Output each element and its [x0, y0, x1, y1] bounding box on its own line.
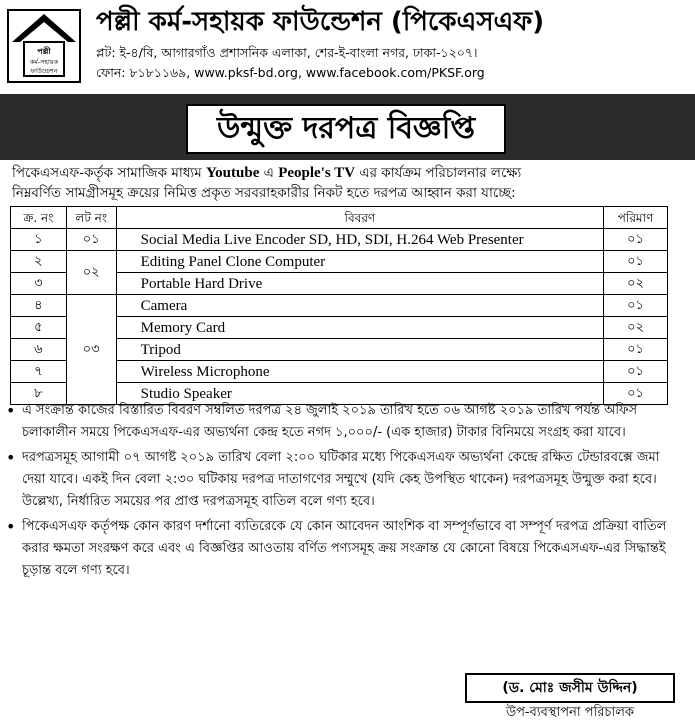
org-contact: ফোন: ৮১৮১১৬৯, www.pksf-bd.org, www.facebook.com/PKSF.org: [96, 65, 485, 80]
signatory-designation: উপ-ব্যবস্থাপনা পরিচালক: [505, 705, 634, 720]
items-table: [10, 206, 668, 405]
cell-quantity: ০২: [604, 273, 668, 295]
term-text: পিকেএসএফ কর্তৃপক্ষ কোন কারণ দর্শানো ব্যতিরেকে যে কোন আবেদন আংশিক বা সম্পূর্ণভাবে বা সম্পূর্ণ দরপত্র প্রক্রিয়া বাতিল করার ক্ষমতা সংরক্ষণ করে এবং এ বিজ্ঞপ্তির আওতায় বর্ণিত পণ্যসমূহ ক্রয় সংক্রান্ত যে কোনো বিষয়ে পিকেএসএফ-এর সিদ্ধান্তই চূড়ান্ত বলে গণ্য হবে।: [22, 519, 667, 578]
cell-description: Studio Speaker: [116, 383, 604, 405]
cell-lot: ০৩: [66, 295, 116, 405]
intro-peoples-tv: People's TV: [278, 165, 356, 181]
cell-description: Portable Hard Drive: [116, 273, 604, 295]
cell-quantity: ০১: [604, 361, 668, 383]
cell-quantity: ০১: [604, 251, 668, 273]
cell-serial: ২: [11, 251, 67, 273]
cell-quantity: ০১: [604, 295, 668, 317]
org-address: প্লট: ই-৪/বি, আগারগাঁও প্রশাসনিক এলাকা, শের-ই-বাংলা নগর, ঢাকা-১২০৭।: [96, 45, 478, 60]
bullet-icon: •: [6, 448, 16, 467]
list-item: [6, 400, 682, 444]
cell-lot: ০১: [66, 229, 116, 251]
bullet-icon: •: [6, 401, 16, 420]
notice-title: উন্মুক্ত দরপত্র বিজ্ঞপ্তি: [186, 104, 506, 154]
term-text: দরপত্রসমূহ আগামী ০৭ আগষ্ট ২০১৯ তারিখ বেলা ২:০০ ঘটিকার মধ্যে পিকেএসএফ অভ্যর্থনা কেন্দ্রে রক্ষিত টেন্ডারবক্সে জমা দেয়া যাবে। একই দিন বেলা ২:৩০ ঘটিকায় দরপত্র দাতাগণের সম্মুখে (যদি কেহ উপস্থিত থাকেন) দরপত্রসমূহ উন্মুক্ত করা হবে। উল্লেখ্য, নির্ধারিত সময়ের পর প্রাপ্ত দরপত্রসমূহ বাতিল বলে গণ্য হবে।: [22, 450, 660, 509]
cell-serial: ৪: [11, 295, 67, 317]
cell-description: Wireless Microphone: [116, 361, 604, 383]
term-text: এ সংক্রান্ত কাজের বিস্তারিত বিবরণ সম্বলিত দরপত্র ২৪ জুলাই ২০১৯ তারিখ হতে ০৬ আগষ্ট ২০১৯ তারিখ পর্যন্ত অফিস চলাকালীন সময়ে পিকেএসএফ-এর অভ্যর্থনা কেন্দ্র হতে নগদ ১,০০০/- (এক হাজার) টাকার বিনিময়ে সংগ্রহ করা যাবে।: [22, 403, 638, 440]
header-description: বিবরণ: [116, 207, 604, 229]
intro-line-2: নিম্নবর্ণিত সামগ্রীসমূহ ক্রয়ের নিমিত্ত প্রকৃত সরবরাহকারীর নিকট হতে দরপত্র আহ্বান করা যাচ্ছে:: [12, 185, 516, 201]
intro-text-e: এর কার্যক্রম পরিচালনার লক্ষ্যে: [355, 165, 522, 181]
cell-quantity: ০১: [604, 229, 668, 251]
intro-paragraph: [12, 163, 688, 203]
header-quantity: পরিমাণ: [604, 207, 668, 229]
cell-serial: ৩: [11, 273, 67, 295]
terms-list: [6, 400, 682, 585]
logo-text-1: পল্লী: [37, 47, 51, 56]
list-item: [6, 447, 682, 513]
org-name: পল্লী কর্ম-সহায়ক ফাউন্ডেশন (পিকেএসএফ): [96, 7, 545, 37]
cell-description: Tripod: [116, 339, 604, 361]
header-serial: ক্র. নং: [11, 207, 67, 229]
cell-quantity: ০১: [604, 339, 668, 361]
cell-quantity: ০১: [604, 383, 668, 405]
cell-description: Social Media Live Encoder SD, HD, SDI, H.264 Web Presenter: [116, 229, 604, 251]
table-row: [11, 295, 668, 317]
pksf-logo: [6, 8, 82, 84]
list-item: [6, 516, 682, 582]
cell-description: Memory Card: [116, 317, 604, 339]
intro-youtube: Youtube: [206, 165, 260, 181]
cell-serial: ৫: [11, 317, 67, 339]
cell-description: Camera: [116, 295, 604, 317]
logo-text-2: কর্ম-সহায়ক: [29, 58, 59, 66]
table-header-row: [11, 207, 668, 229]
cell-serial: ৮: [11, 383, 67, 405]
header-lot: লট নং: [66, 207, 116, 229]
table-row: [11, 229, 668, 251]
bullet-icon: •: [6, 517, 16, 536]
table-row: [11, 251, 668, 273]
cell-lot: ০২: [66, 251, 116, 295]
logo-house-icon: [6, 8, 82, 84]
header: [0, 0, 695, 92]
cell-serial: ৭: [11, 361, 67, 383]
cell-serial: ১: [11, 229, 67, 251]
logo-text-3: ফাউন্ডেশন: [30, 67, 58, 75]
cell-description: Editing Panel Clone Computer: [116, 251, 604, 273]
signatory-name: (ড. মোঃ জসীম উদ্দিন): [465, 673, 675, 703]
cell-serial: ৬: [11, 339, 67, 361]
intro-text-a: পিকেএসএফ-কর্তৃক সামাজিক মাধ্যম: [12, 165, 206, 181]
cell-quantity: ০২: [604, 317, 668, 339]
intro-text-c: এ: [259, 165, 279, 181]
